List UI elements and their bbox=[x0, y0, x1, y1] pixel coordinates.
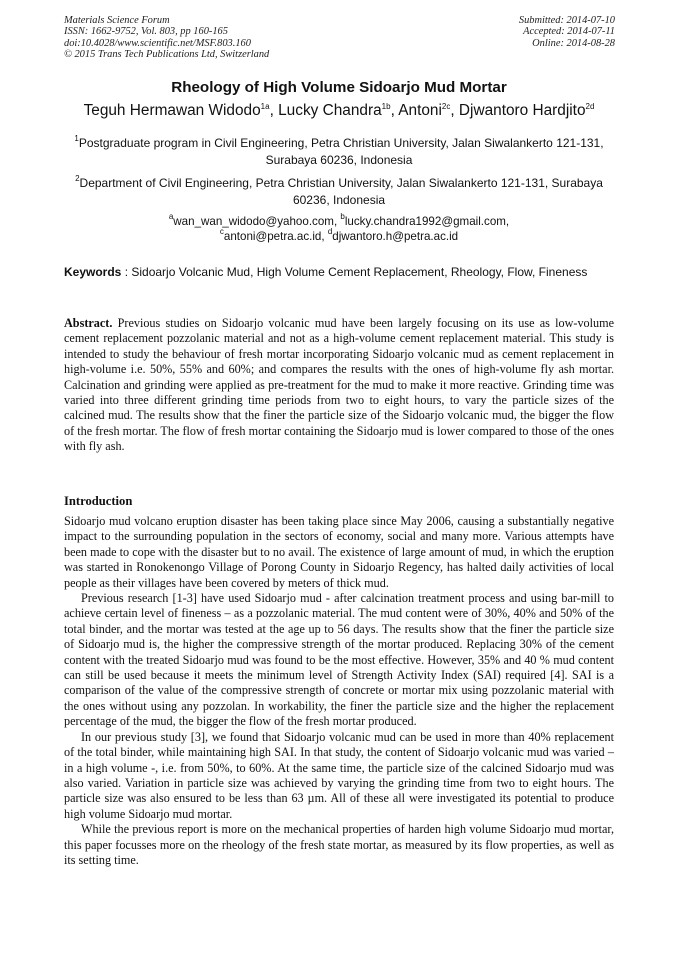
author-affiliation-mark: 1a bbox=[260, 102, 270, 111]
email-line-1 bbox=[60, 214, 618, 229]
submitted-date: Submitted: 2014-07-10 bbox=[518, 15, 615, 26]
author-separator: , bbox=[269, 102, 279, 119]
author-name: Djwantoro Hardjito bbox=[458, 102, 586, 119]
author-separator: , bbox=[450, 102, 459, 119]
email-mark: d bbox=[327, 227, 333, 236]
journal-issn: ISSN: 1662-9752, Vol. 803, pp 160-165 bbox=[64, 26, 228, 38]
online-date: Online: 2014-08-28 bbox=[532, 37, 615, 49]
author-name: Antoni bbox=[398, 102, 442, 119]
affiliation-mark: 1 bbox=[74, 134, 79, 143]
email-b[interactable]: lucky.chandra1992@gmail.com, bbox=[344, 215, 510, 228]
author-affiliation-mark: 2c bbox=[441, 102, 451, 111]
author-separator: , bbox=[390, 102, 399, 119]
intro-paragraph-4: While the previous report is more on the mechanical properties of harden high volume Sidoarjo mud mortar, this paper focusses more on the rheology of the fresh state mortar, as measured by its flow properties, as well as its setting time. bbox=[64, 822, 614, 867]
affiliation-2 bbox=[60, 175, 618, 208]
author-name: Teguh Hermawan Widodo bbox=[83, 102, 261, 119]
paper-title: Rheology of High Volume Sidoarjo Mud Mortar bbox=[171, 79, 507, 96]
affiliation-1 bbox=[60, 135, 618, 168]
journal-copyright: © 2015 Trans Tech Publications Ltd, Switzerland bbox=[64, 49, 270, 61]
intro-paragraph-1: Sidoarjo mud volcano eruption disaster has been taking place since May 2006, causing a substantially negative impact to the surrounding population in the sectors of economy, social and many more. Various attempts have been made to cope with the disaster but to no avail. The existence of large amount of mud, in which the eruption was started in Ronokenongo Village of Porong County in Sidoarjo Regency, has halted daily activities of local people as their villages have been covered by meters of thick mud. bbox=[64, 514, 614, 590]
author-affiliation-mark: 1b bbox=[381, 102, 391, 111]
email-mark: c bbox=[219, 227, 224, 236]
email-mark: a bbox=[168, 212, 174, 221]
journal-doi[interactable]: doi:10.4028/www.scientific.net/MSF.803.160 bbox=[64, 37, 251, 49]
author-affiliation-mark: 2d bbox=[585, 102, 595, 111]
intro-paragraph-2: Previous research [1-3] have used Sidoarjo mud - after calcination treatment process and using bar-mill to achieve certain level of fineness – as a pozzolanic material. The mud content were of 30%, 40% and 50% of the total binder, and the mortar was tested at the age up to 56 days. The results show that the finer the particle size of Sidoarjo mud is, the higher the compressive strength of the mortar produced. Replacing 30% of the cement content with the treated Sidoarjo mud was found to be the most effective. However, 35% and 40 % mud content can still be used because it meets the minimum level of Strength Activity Index (SAI) required [4]. SAI is a comparison of the value of the compressive strength of concrete or mortar mix using pozzolanic material with the ones without using any pozzolan. In workability, the finer the particle size and the higher the replacement percentage of the mud, the bigger the flow of the fresh mortar produced. bbox=[64, 591, 614, 729]
abstract bbox=[64, 316, 614, 455]
email-d[interactable]: djwantoro.h@petra.ac.id bbox=[332, 230, 459, 243]
email-c[interactable]: antoni@petra.ac.id, bbox=[223, 230, 328, 243]
author-list bbox=[0, 101, 678, 121]
email-line-2 bbox=[60, 229, 618, 244]
affiliation-mark: 2 bbox=[75, 174, 80, 183]
submission-dates bbox=[519, 15, 615, 49]
abstract-label: Abstract. bbox=[64, 316, 113, 330]
introduction-heading: Introduction bbox=[64, 494, 133, 508]
affiliation-text: Postgraduate program in Civil Engineering, Petra Christian University, Jalan Siwalankerto 121-131, Surabaya 60236, Indonesia bbox=[78, 136, 604, 167]
accepted-date: Accepted: 2014-07-11 bbox=[523, 26, 615, 38]
email-mark: b bbox=[340, 212, 345, 221]
email-a[interactable]: wan_wan_widodo@yahoo.com, bbox=[173, 215, 341, 228]
affiliation-text: Department of Civil Engineering, Petra Christian University, Jalan Siwalankerto 121-131, Surabaya 60236, Indonesia bbox=[79, 176, 603, 207]
keywords bbox=[64, 265, 614, 280]
journal-info bbox=[64, 15, 269, 61]
author-emails bbox=[60, 214, 618, 244]
keywords-text: : Sidoarjo Volcanic Mud, High Volume Cement Replacement, Rheology, Flow, Fineness bbox=[121, 265, 588, 279]
author-name: Lucky Chandra bbox=[278, 102, 382, 119]
abstract-text: Previous studies on Sidoarjo volcanic mud have been largely focusing on its use as low-volume cement replacement pozzolanic material and not as a high-volume cement replacement material. This study is intended to study the behaviour of fresh mortar incorporating Sidoarjo volcanic mud as cement replacement in high-volume i.e. 50%, 55% and 60%; and compares the results with the ones of high-volume fly ash mortar. Calcination and grinding were applied as pre-treatment for the mud to make it more reactive. Grinding time was varied into three different grinding time periods from two to eight hours, to vary the particle sizes of the calcined mud. The results show that the finer the particle size of the Sidoarjo volcanic mud, the bigger the flow of the fresh mortar. The flow of fresh mortar containing the Sidoarjo mud is lower compared to those of the ones with fly ash. bbox=[64, 316, 614, 454]
intro-paragraph-3: In our previous study [3], we found that Sidoarjo volcanic mud can be used in more than 40% replacement of the total binder, while maintaining high SAI. In that study, the content of Sidoarjo volcanic mud was varied – in a high volume -, i.e. from 50%, to 60%. At the same time, the particle size of the calcined Sidoarjo mud was also varied. Variation in particle size was achieved by varying the grinding time from two to eight hours. The particle size was also ensured to be less than 63 µm. All of these all were investigated its potential to produce high volume Sidoarjo mud mortar. bbox=[64, 729, 614, 821]
introduction-body bbox=[64, 514, 614, 868]
keywords-label: Keywords bbox=[64, 265, 122, 279]
journal-name: Materials Science Forum bbox=[64, 15, 170, 26]
